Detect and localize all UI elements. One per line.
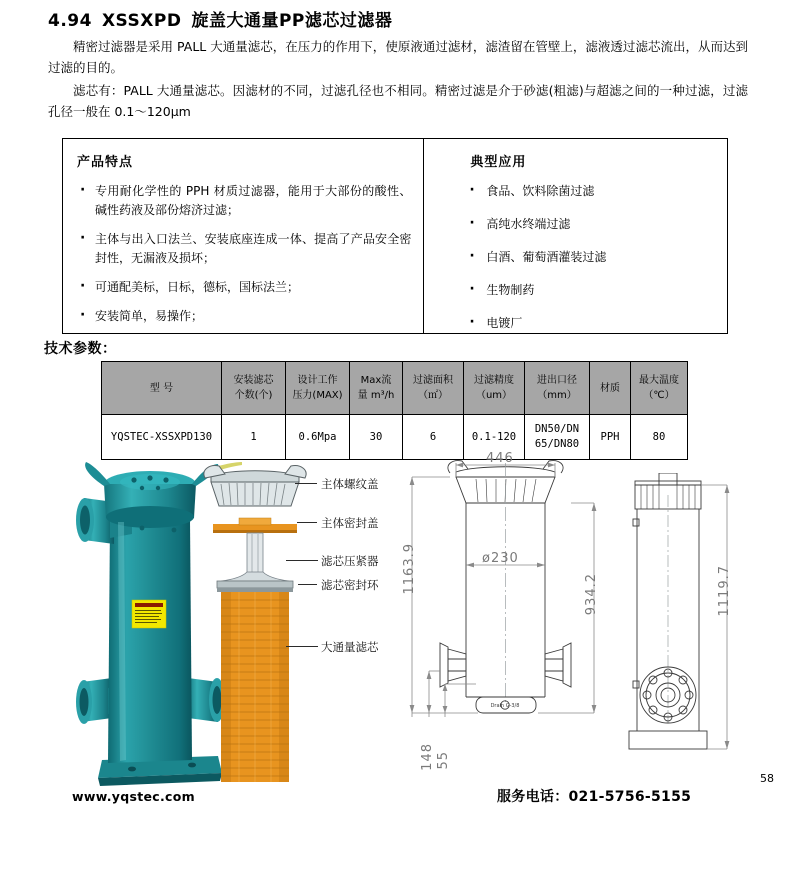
leader-line [286,560,318,561]
dimension-height-55: 55 [436,751,451,770]
list-item: · 可通配美标，日标，德标，国标法兰； [77,278,411,297]
header-line-1: 材质 [600,382,620,394]
port-size-line-2: 65/DN80 [534,438,580,450]
list-item: · 专用耐化学性的 PPH 材质过滤器，能用于大部份的酸性、碱性药液及部份熔济过滤； [77,182,411,220]
page-title [48,6,392,31]
header-line-1: 过滤精度 [474,375,514,386]
specifications-table [101,361,688,460]
list-item: · 食品、饮料除菌过滤 [466,182,715,201]
product-features-column [63,139,424,333]
column-header-filtration-accuracy [464,362,525,415]
applications-heading: 典型应用 [470,155,527,170]
callout-label-cartridge-compressor: 滤芯压紧器 [321,554,379,568]
header-line-1: 最大温度 [639,375,679,386]
footer-service-phone: 服务电话：021-5756-5155 [497,789,692,805]
features-list [77,182,411,326]
cell-model: YQSTEC-XSSXPD130 [102,415,222,460]
column-header-port-size [525,362,590,415]
header-line-2: （mm） [537,390,577,401]
applications-list [466,182,715,333]
callout-label-seal-ring: 滤芯密封环 [321,578,379,592]
cartridge-compressor-part [221,533,289,581]
list-item: · 高纯水终端过滤 [466,215,715,234]
dimension-height-1163-9: 1163.9 [402,543,417,595]
column-header-material [590,362,631,415]
cell-max-flow: 30 [350,415,403,460]
dimension-height-148: 148 [420,743,435,771]
tech-params-heading: 技术参数： [44,341,117,357]
side-view-drawing [615,473,745,763]
column-header-max-flow [350,362,403,415]
dimension-height-1119-7: 1119.7 [717,565,732,617]
header-line-1: 安装滤芯 [233,375,274,386]
features-heading: 产品特点 [77,155,134,170]
dimension-width-446: 446 [486,451,514,466]
leader-line [295,483,317,484]
header-line-1: 过滤面积 [413,375,453,386]
high-flow-cartridge-part [221,592,289,782]
column-header-max-temperature [631,362,688,415]
title-number: 4.94 [48,11,92,31]
port-size-line-1: DN50/DN [534,423,580,435]
footer-website[interactable]: www.yqstec.com [72,789,195,804]
column-header-cartridge-count [222,362,286,415]
column-header-design-pressure [286,362,350,415]
list-item: · 白酒、葡萄酒灌装过滤 [466,248,715,267]
title-name: 旋盖大通量PP滤芯过滤器 [191,11,393,31]
leader-line [286,646,318,647]
intro-section [48,36,748,124]
list-item: · 安装简单，易操作； [77,307,411,326]
callout-label-high-flow-cartridge: 大通量滤芯 [321,640,379,654]
cell-port-size [525,415,590,460]
typical-applications-column [424,139,727,333]
cell-cartridge-count: 1 [222,415,286,460]
header-line-1: 型 号 [149,382,174,394]
list-item: · 主体与出入口法兰、安装底座连成一体、提高了产品安全密封性，无漏液及损坏； [77,230,411,268]
cell-material: PPH [590,415,631,460]
dimension-diameter-230: ø230 [482,551,519,566]
header-line-2: （㎡） [418,390,448,401]
header-line-2: 个数(个) [234,390,273,401]
column-header-model [102,362,222,415]
intro-paragraph-1: 精密过滤器是采用 PALL 大通量滤芯，在压力的作用下，使原液通过滤材，滤渣留在管壁上，滤液透过滤芯流出，从而达到过滤的目的。 [48,39,748,75]
cell-filtration-accuracy: 0.1-120 [464,415,525,460]
sealing-cap-part [213,518,297,533]
header-line-2: 压力(MAX) [292,390,343,401]
leader-line [298,584,317,585]
header-line-2: （℃） [643,390,675,401]
title-code: XSSXPD [101,11,182,31]
threaded-cap-part [204,466,306,506]
leader-line [297,522,317,523]
column-header-filter-area [403,362,464,415]
list-item: · 生物制药 [466,281,715,300]
cell-max-temperature: 80 [631,415,688,460]
drain-label: Drain G-3/8 [490,703,520,709]
page-number: 58 [760,772,774,785]
front-view-drawing [398,451,613,775]
dimension-height-934-2: 934.2 [584,573,599,616]
exploded-parts-diagram [195,460,315,790]
features-applications-box [62,138,728,334]
header-line-1: 进出口径 [537,375,577,386]
cell-filter-area: 6 [403,415,464,460]
list-item: · 电镀厂 [466,314,715,333]
callout-label-threaded-cap: 主体螺纹盖 [321,477,379,491]
table-row [102,415,688,460]
callout-label-sealing-cap: 主体密封盖 [321,516,379,530]
header-line-2: （um） [475,390,513,401]
cell-design-pressure: 0.6Mpa [286,415,350,460]
header-line-2: 量 m³/h [357,390,395,401]
table-header-row [102,362,688,415]
seal-ring-part [217,581,293,592]
product-illustrations [0,451,793,800]
intro-paragraph-2: 滤芯有：PALL 大通量滤芯。因滤材的不同，过滤孔径也不相同。精密过滤是介于砂滤(粗滤)与超滤之间的一种过滤，过滤孔径一般在 0.1～120μm [48,83,748,119]
header-line-1: 设计工作 [297,375,338,386]
header-line-1: Max流 [360,375,392,386]
